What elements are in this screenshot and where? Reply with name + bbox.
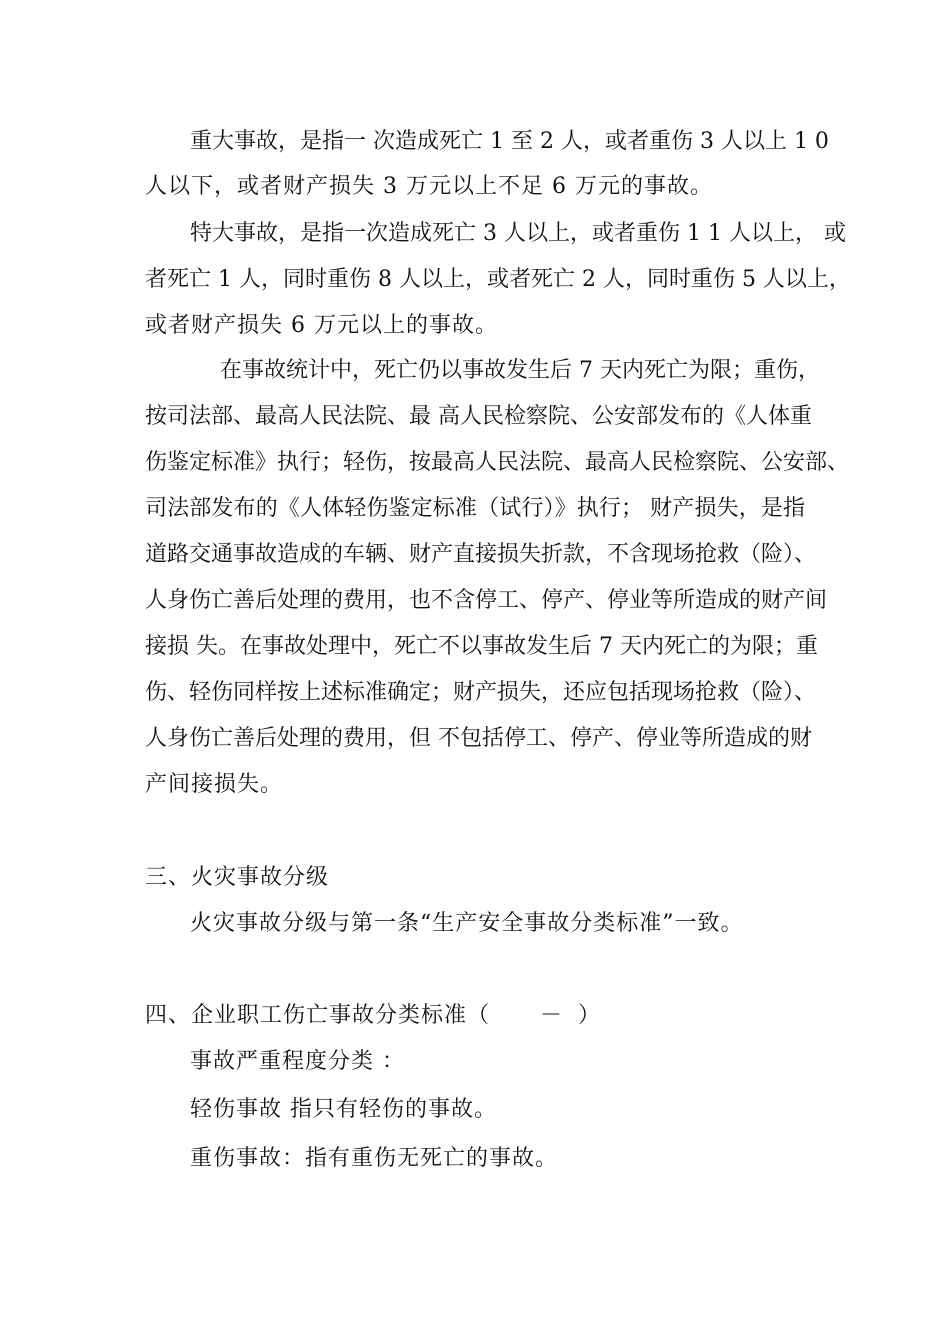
section-3-body: 火灾事故分级与第一条“生产安全事故分类标准”一致。 <box>190 911 744 936</box>
statistics-line-1: 在事故统计中，死亡仍以事故发生后 7 天内死亡为限；重伤， <box>220 358 820 383</box>
section-3-heading: 三、火灾事故分级 <box>145 865 330 890</box>
statistics-line-2: 按司法部、最高人民法院、最 高人民检察院、公安部发布的《人体重 <box>145 404 812 429</box>
extra-major-accident-line-2: 者死亡 1 人，同时重伤 8 人以上，或者死亡 2 人，同时重伤 5 人以上， <box>145 267 851 292</box>
minor-injury-definition: 轻伤事故 指只有轻伤的事故。 <box>190 1097 497 1122</box>
severity-classification-label: 事故严重程度分类 ： <box>190 1049 405 1074</box>
extra-major-accident-line-1: 特大事故，是指一次造成死亡 3 人以上，或者重伤 1 1 人以上， 或 <box>190 221 846 246</box>
statistics-line-3: 伤鉴定标准》执行；轻伤，按最高人民法院、最高人民检察院、公安部、 <box>145 450 850 475</box>
statistics-line-4: 司法部发布的《人体轻伤鉴定标准（试行）》执行； 财产损失，是指 <box>145 496 805 521</box>
statistics-line-9: 人身伤亡善后处理的费用，但 不包括停工、停产、停业等所造成的财 <box>145 726 812 751</box>
statistics-line-10: 产间接损失。 <box>145 772 284 797</box>
statistics-line-7: 接损 失。在事故处理中，死亡不以事故发生后 7 天内死亡的为限；重 <box>145 634 818 659</box>
major-accident-line-2: 人以下，或者财产损失 3 万元以上不足 6 万元的事故。 <box>145 174 713 199</box>
statistics-line-6: 人身伤亡善后处理的费用，也不含停工、停产、停业等所造成的财产间 <box>145 588 828 613</box>
section-4-heading: 四、企业职工伤亡事故分类标准（ <box>145 1003 491 1028</box>
section-4-heading-close: ） <box>578 1003 602 1028</box>
serious-injury-definition: 重伤事故：指有重伤无死亡的事故。 <box>190 1146 559 1171</box>
section-4-heading-dash: － <box>540 1003 564 1028</box>
extra-major-accident-line-3: 或者财产损失 6 万元以上的事故。 <box>145 313 498 338</box>
major-accident-line-1: 重大事故，是指一 次造成死亡 1 至 2 人，或者重伤 3 人以上 1 0 <box>190 129 829 154</box>
statistics-line-8: 伤、轻伤同样按上述标准确定；财产损失，还应包括现场抢救（险）、 <box>145 680 817 705</box>
statistics-line-5: 道路交通事故造成的车辆、财产直接损失折款，不含现场抢救（险）、 <box>145 542 817 567</box>
